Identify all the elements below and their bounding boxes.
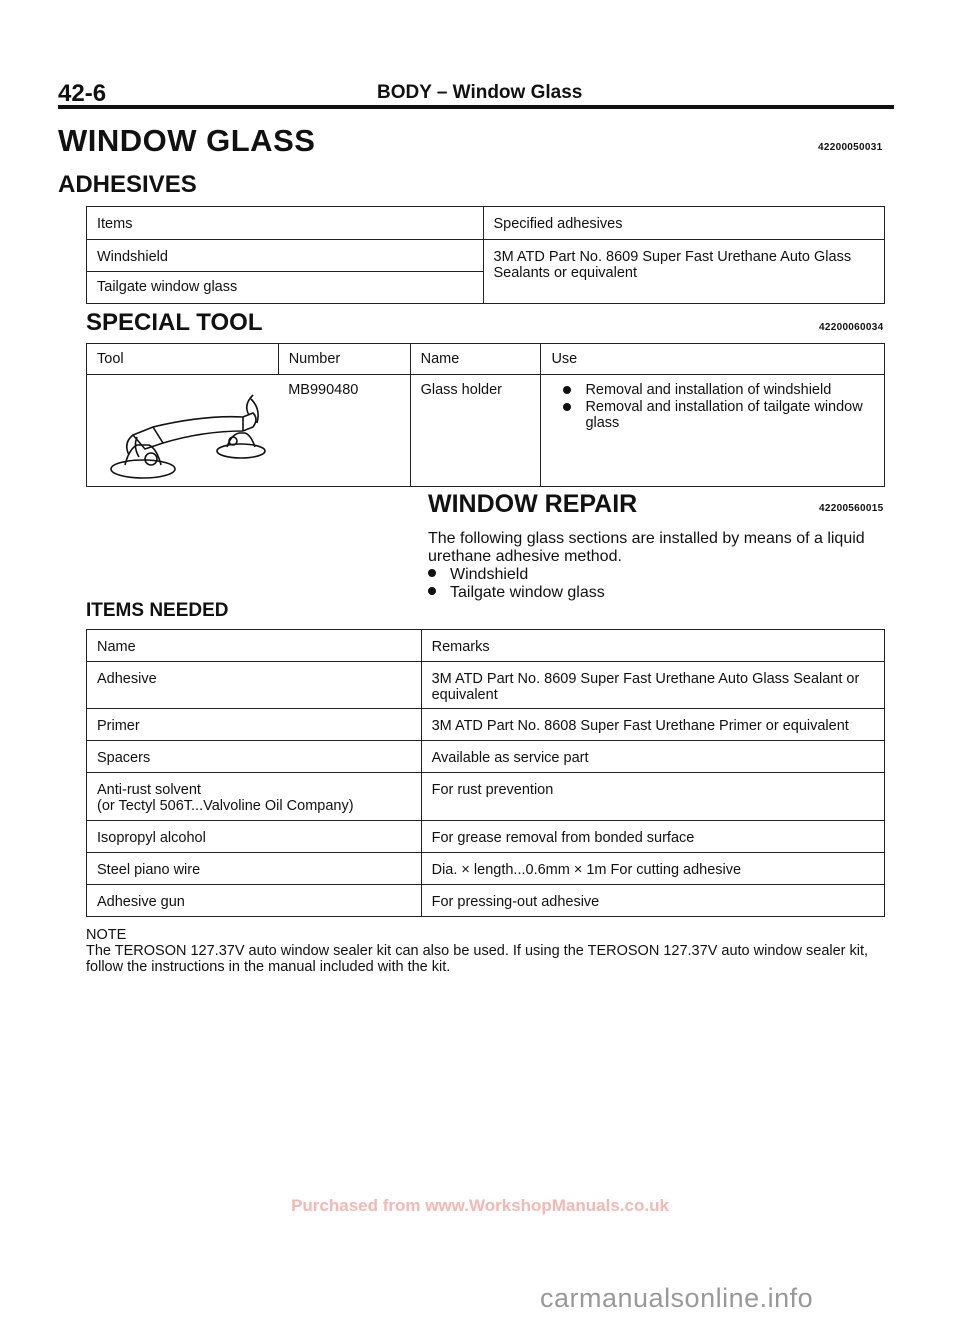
table-cell: For grease removal from bonded surface bbox=[421, 821, 884, 853]
purchase-footer: Purchased from www.WorkshopManuals.co.uk bbox=[291, 1196, 669, 1215]
header-cell: Tool bbox=[87, 344, 279, 375]
bullet-icon bbox=[563, 403, 571, 411]
header-cell: Items bbox=[87, 207, 484, 240]
watermark: carmanualsonline.info bbox=[540, 1283, 814, 1313]
table-cell: 3M ATD Part No. 8609 Super Fast Urethane Auto Glass Sealant or equivalent bbox=[421, 662, 884, 709]
table-cell: 3M ATD Part No. 8608 Super Fast Urethane Primer or equivalent bbox=[421, 709, 884, 741]
adhesives-table bbox=[86, 206, 885, 304]
table-row bbox=[87, 853, 885, 885]
table-cell bbox=[87, 773, 422, 821]
table-cell: Adhesive bbox=[87, 662, 422, 709]
list-item bbox=[563, 382, 874, 398]
page-number: 42-6 bbox=[58, 80, 107, 107]
table-cell: Steel piano wire bbox=[87, 853, 422, 885]
note-text: The TEROSON 127.37V auto window sealer kit can also be used. If using the TEROSON 127.37V auto window sealer kit, follow the instructions in the manual included with the kit. bbox=[86, 943, 869, 975]
repair-item: Tailgate window glass bbox=[450, 584, 605, 601]
bullet-icon bbox=[563, 386, 571, 394]
header-cell: Remarks bbox=[421, 630, 884, 662]
tool-number: MB990480 bbox=[278, 375, 410, 487]
window-repair-code: 42200560015 bbox=[819, 503, 884, 514]
anti-rust-note: (or Tectyl 506T...Valvoline Oil Company) bbox=[97, 798, 354, 814]
bullet-icon bbox=[428, 569, 436, 577]
table-cell: Spacers bbox=[87, 741, 422, 773]
table-row bbox=[87, 240, 885, 272]
table-row bbox=[87, 709, 885, 741]
window-glass-heading: WINDOW GLASS bbox=[58, 123, 316, 158]
adhesives-heading: ADHESIVES bbox=[58, 171, 197, 198]
table-row bbox=[87, 821, 885, 853]
table-cell: 3M ATD Part No. 8609 Super Fast Urethane Auto Glass Sealants or equivalent bbox=[483, 240, 885, 304]
table-cell: For rust prevention bbox=[421, 773, 884, 821]
special-tool-table bbox=[86, 343, 885, 487]
list-item bbox=[563, 399, 874, 431]
table-header-row bbox=[87, 630, 885, 662]
window-repair-heading: WINDOW REPAIR bbox=[428, 490, 638, 518]
items-needed-table bbox=[86, 629, 885, 917]
table-cell: For pressing-out adhesive bbox=[421, 885, 884, 917]
table-header-row bbox=[87, 344, 885, 375]
table-cell: Dia. × length...0.6mm × 1m For cutting adhesive bbox=[421, 853, 884, 885]
table-header-row bbox=[87, 207, 885, 240]
table-row bbox=[87, 773, 885, 821]
table-cell: Isopropyl alcohol bbox=[87, 821, 422, 853]
list-item bbox=[428, 566, 528, 584]
header-cell: Use bbox=[541, 344, 885, 375]
window-glass-code: 42200050031 bbox=[818, 142, 883, 153]
items-needed-heading: ITEMS NEEDED bbox=[86, 600, 229, 621]
header-cell: Number bbox=[278, 344, 410, 375]
table-row bbox=[87, 662, 885, 709]
bullet-icon bbox=[428, 587, 436, 595]
note-label: NOTE bbox=[86, 927, 127, 943]
header-rule bbox=[58, 105, 894, 109]
list-item bbox=[428, 584, 605, 602]
tool-name: Glass holder bbox=[410, 375, 541, 487]
tool-use-item: Removal and installation of tailgate window glass bbox=[585, 399, 863, 431]
tool-image-cell bbox=[87, 375, 279, 487]
header-cell: Name bbox=[410, 344, 541, 375]
header-cell: Specified adhesives bbox=[483, 207, 885, 240]
table-cell: Adhesive gun bbox=[87, 885, 422, 917]
special-tool-code: 42200060034 bbox=[819, 322, 884, 333]
table-row bbox=[87, 741, 885, 773]
tool-use-cell bbox=[541, 375, 885, 487]
table-row bbox=[87, 885, 885, 917]
tool-use-item: Removal and installation of windshield bbox=[585, 382, 832, 398]
section-title: BODY – Window Glass bbox=[377, 82, 583, 103]
table-row bbox=[87, 375, 885, 487]
table-cell: Tailgate window glass bbox=[87, 272, 484, 304]
glass-holder-icon bbox=[93, 375, 283, 485]
table-cell: Primer bbox=[87, 709, 422, 741]
special-tool-heading: SPECIAL TOOL bbox=[86, 309, 263, 336]
repair-item: Windshield bbox=[450, 566, 529, 583]
window-repair-intro: The following glass sections are installed by means of a liquid urethane adhesive method. bbox=[428, 530, 865, 565]
anti-rust-name: Anti-rust solvent bbox=[97, 782, 201, 798]
table-cell: Available as service part bbox=[421, 741, 884, 773]
header-cell: Name bbox=[87, 630, 422, 662]
table-cell: Windshield bbox=[87, 240, 484, 272]
